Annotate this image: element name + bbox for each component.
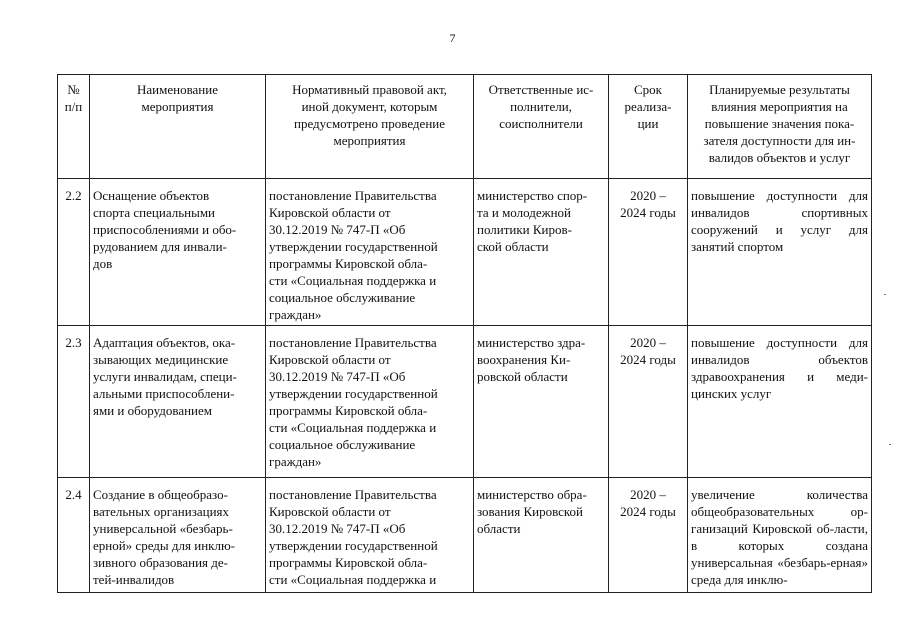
table-header-row [58,75,872,179]
header-term: Срок реализа- ции [609,75,688,179]
row-number: 2.4 [58,478,90,593]
table-row [58,326,872,478]
header-number: № п/п [58,75,90,179]
page-number: 7 [449,31,456,45]
scan-speck [884,294,886,295]
row-term: 2020 – 2024 годы [609,326,688,478]
row-result: увеличение количества общеобразовательных ор-ганизаций Кировской об-ласти, в которых создана универсальная «безбарь-ерная» среда для инклю- [688,478,872,593]
scan-speck [889,444,891,445]
row-activity-name: Создание в общеобразо- вательных организациях универсальной «безбарь- ерной» среды для инклю- зивного образования де- тей-инвалидов [90,478,266,593]
row-activity-name: Адаптация объектов, ока- зывающих медицинские услуги инвалидам, специ- альными приспособлени- ями и оборудованием [90,326,266,478]
row-executor: министерство спор- та и молодежной политики Киров- ской области [474,179,609,326]
row-number: 2.2 [58,179,90,326]
row-number: 2.3 [58,326,90,478]
row-result: повышение доступности для инвалидов объектов здравоохранения и меди-цинских услуг [688,326,872,478]
activities-table [57,74,872,593]
row-term: 2020 – 2024 годы [609,478,688,593]
table-row [58,478,872,593]
row-legal-act: постановление Правительства Кировской области от 30.12.2019 № 747-П «Об утверждении государственной программы Кировской обла- сти «Социальная поддержка и [266,478,474,593]
row-executor: министерство обра- зования Кировской области [474,478,609,593]
header-planned-results: Планируемые результаты влияния мероприятия на повышение значения пока- зателя доступности для ин- валидов объектов и услуг [688,75,872,179]
row-executor: министерство здра- воохранения Ки- ровской области [474,326,609,478]
header-executors: Ответственные ис- полнители, соисполнители [474,75,609,179]
table-row [58,179,872,326]
row-term: 2020 – 2024 годы [609,179,688,326]
row-legal-act: постановление Правительства Кировской области от 30.12.2019 № 747-П «Об утверждении государственной программы Кировской обла- сти «Социальная поддержка и социальное обслуживание граждан» [266,179,474,326]
row-activity-name: Оснащение объектов спорта специальными приспособлениями и обо- рудованием для инвали- дов [90,179,266,326]
row-result: повышение доступности для инвалидов спортивных сооружений и услуг для занятий спортом [688,179,872,326]
row-legal-act: постановление Правительства Кировской области от 30.12.2019 № 747-П «Об утверждении государственной программы Кировской обла- сти «Социальная поддержка и социальное обслуживание граждан» [266,326,474,478]
header-activity-name: Наименование мероприятия [90,75,266,179]
header-legal-act: Нормативный правовой акт, иной документ, которым предусмотрено проведение мероприятия [266,75,474,179]
